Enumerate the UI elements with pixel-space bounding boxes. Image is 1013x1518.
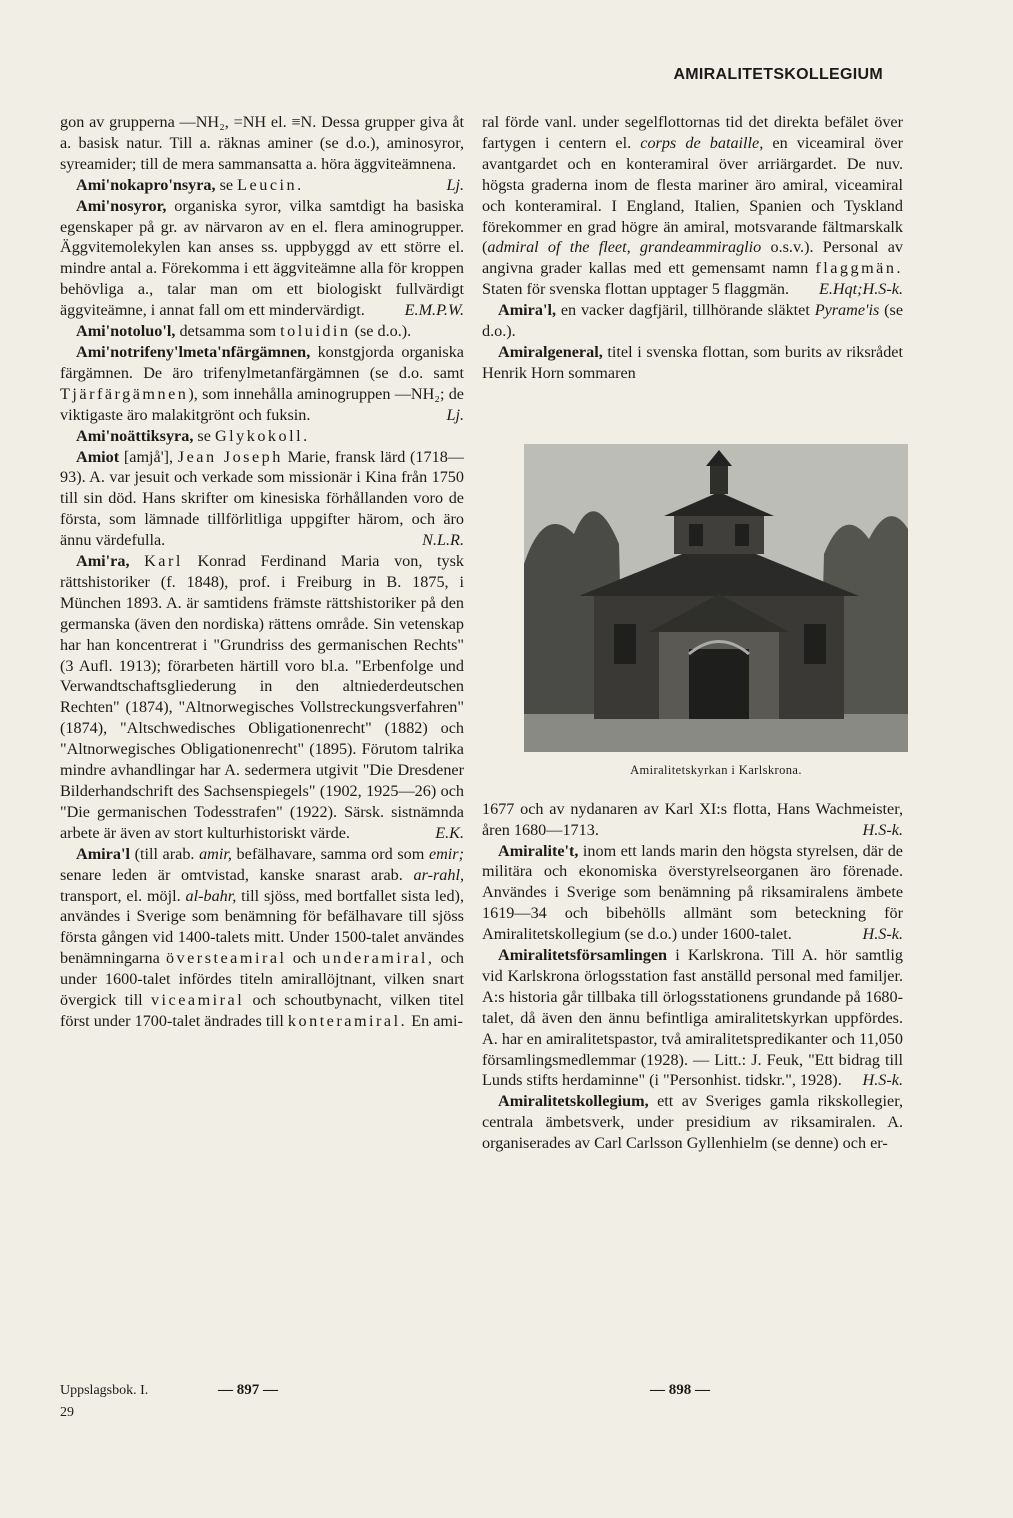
entry-aminosyror: Ami'nosyror, organiska syror, vilka samtdigt ha basiska egenskaper på gr. av närvaron av en el. flera aminogrupper. Äggvitemolekylen kan anses ss. uppbyggd av ett större el. mindre antal a. Förekomma i ett äggviteämne alla för kroppen behövliga a., talar man om ett biologiskt fullvärdigt äggviteämne, i annat fall om ett mindervärdigt. E.M.P.W.: [60, 196, 464, 320]
headword: Ami'nokapro'nsyra,: [76, 175, 216, 194]
church-photo: [524, 444, 908, 752]
headword: Ami'ra,: [76, 552, 130, 571]
cross-reference: toluidin: [280, 322, 351, 341]
cross-reference: Leucin.: [237, 175, 304, 194]
entry-continuation: ral förde vanl. under segelflottornas tid det direkta befälet över fartygen i centern el. corps de bataille, en viceamiral över avantgardet och en konteramiral över arriärgardet. De nuv. högsta graderna inom de flesta mariner äro amiral, viceamiral och konteramiral. I England, Italien, Spanien och Tyskland förekommer en grad högre än amiral, motsvarande fältmarskalk (admiral of the fleet, grandeammiraglio o.s.v.). Personal av angivna grader kallas med ett gemensamt namn flaggmän. Staten för svenska flottan upptager 5 flaggmän. E.Hqt;H.S-k.: [482, 113, 903, 299]
author-signature: H.S-k.: [862, 925, 903, 944]
page-number-left: — 897 —: [218, 1382, 278, 1398]
headword: Amiot: [76, 447, 120, 466]
cross-reference: flaggmän.: [815, 259, 903, 278]
headword: Amira'l,: [498, 301, 556, 320]
headword: Ami'nosyror,: [76, 196, 167, 215]
headword: Amiralite't,: [498, 841, 579, 860]
left-column: [60, 112, 464, 1032]
author-signature: E.Hqt;H.S-k.: [818, 280, 903, 299]
signature-mark: [60, 1380, 148, 1424]
author-signature: Lj.: [446, 405, 464, 424]
headword: Ami'notrifeny'lmeta'nfärgämnen,: [76, 342, 311, 361]
entry-amiralitet: Amiralite't, inom ett lands marin den högsta styrelsen, där de militära och ekonomiska överstyrelseorganen äro förenade. Användes i Sverige som benämning på riksamiralens ämbete 1619—34 och bibehölls allmänt som beteckning för Amiralitetskollegium (se d.o.) under 1600-talet. H.S-k.: [482, 841, 903, 944]
entry-aminotrifenylmetanfargamnen: Ami'notrifeny'lmeta'nfärgämnen, konstgjorda organiska färgämnen. De äro trifenylmetanfärgämnen (se d.o. samt Tjärfärgämnen), som innehålla aminogruppen —NH₂; de viktigaste äro malakitgrönt och fuksin. Lj.: [60, 342, 464, 424]
author-signature: H.S-k.: [862, 820, 903, 839]
author-signature: E.M.P.W.: [404, 301, 464, 320]
cross-reference: viceamiral: [150, 991, 245, 1010]
entry-amiral-butterfly: Amira'l, en vacker dagfjäril, tillhörande släktet Pyrame'is (se d.o.).: [482, 301, 904, 341]
spaced-name: Jean Joseph: [177, 447, 283, 466]
entry-amiot: Amiot [amjå'], Jean Joseph Marie, fransk lärd (1718—93). A. var jesuit och verkade som missionär i Kina från 1750 till sin död. Hans skrifter om kinesiska förhållanden voro de första, som lämnade tillförlitliga uppgifter härom, och äro ännu värdefulla. N.L.R.: [60, 447, 464, 550]
entry-amiral: Amira'l (till arab. amir, befälhavare, samma ord som emir; senare leden är omtvistad, kanske snarast arab. ar-rahl, transport, el. möjl. al-bahr, till sjöss, med bortfallet sista led), användes i Sverige som benämning för befälhavare till sjöss första gången vid 1400-talets mitt. Under 1500-talet användes benämningarna översteamiral och underamiral, och under 1600-talet infördes titeln amirallöjtnant, vilken snart övergick till viceamiral och schoutbynacht, vilken titel först under 1700-talet ändrades till konteramiral. En ami-: [60, 844, 464, 1030]
author-signature: Lj.: [446, 175, 464, 194]
cross-reference: Tjärfärgämnen: [60, 384, 189, 403]
headword: Ami'noättiksyra,: [76, 426, 194, 445]
author-signature: E.K.: [435, 823, 464, 842]
page-number-right: — 898 —: [650, 1382, 710, 1398]
entry-amiralitetsforsamlingen: Amiralitetsförsamlingen i Karlskrona. Till A. hör samtlig vid Karlskrona örlogsstation fast anställd personal med familjer. A:s historia går tillbaka till örlogsstationens grundande på 1680-talet, då även den ännu befintliga amiralitetskyrkan uppfördes. A. har en amiralitetspastor, två amiralitetspredikanter och 11,050 församlingsmedlemmar (1928). — Litt.: J. Feuk, "Ett bidrag till Lunds stifts herdaminne" (i "Personhist. tidskr.", 1928). H.S-k.: [482, 946, 903, 1090]
cross-reference: konteramiral.: [287, 1011, 408, 1030]
entry-amira: Ami'ra, Karl Konrad Ferdinand Maria von, tysk rättshistoriker (f. 1848), prof. i Freiburg in B. 1875, i München 1893. A. är samtidens främste rättshistoriker på den germanska (även den nordiska) rättens område. Sin vetenskap har han koncentrerat i "Grundriss des germanischen Rechts" (3 Aufl. 1913); förarbeten härtill voro bl.a. "Erbenfolge und Verwandtschaftsgliederung in den altniederdeutschen Rechten" (1874), "Altnorwegisches Vollstreckungsverfahren" (1874), "Altschwedisches Obligationenrecht" (1882) och "Altnorwegisches Obligationenrecht" (1895). Förutom talrika mindre avhandlingar har A. sedermera utgivit "Die Dresdener Bilderhandschrift des Sachsenspiegels" (1902, 1925—26) och "Die germanischen Todesstrafen" (1922). Särsk. sistnämnda arbete är även av stort kulturhistoriskt värde. E.K.: [60, 552, 465, 842]
spaced-name: Karl: [144, 552, 183, 571]
author-signature: H.S-k.: [862, 1071, 903, 1090]
sheet-number: 29: [60, 1405, 74, 1420]
book-title: Uppslagsbok. I.: [60, 1383, 149, 1398]
entry-amiralgeneral-cont: 1677 och av nydanaren av Karl XI:s flotta, Hans Wachmeister, åren 1680—1713. H.S-k.: [482, 799, 903, 839]
headword: Ami'notoluo'l,: [76, 322, 176, 341]
running-head: AMIRALITETSKOLLEGIUM: [673, 66, 883, 83]
entry-amiralgeneral: Amiralgeneral, titel i svenska flottan, som burits av riksrådet Henrik Horn sommaren: [482, 342, 903, 382]
figure: [524, 444, 908, 781]
entry-aminokapronsyra: Ami'nokapro'nsyra, se Leucin.: [76, 175, 304, 194]
right-column: [482, 112, 903, 1154]
author-signature: N.L.R.: [422, 531, 464, 550]
cross-reference: översteamiral: [165, 949, 287, 968]
figure-caption: Amiralitetskyrkan i Karlskrona.: [630, 762, 802, 777]
entry-aminoattiksyra: Ami'noättiksyra, se Glykokoll.: [76, 426, 310, 445]
entry-amiralitetskollegium: Amiralitetskollegium, ett av Sveriges gamla rikskollegier, centrala ämbetsverk, under presidium av riksamiralen. A. organiserades av Carl Carlsson Gyllenhielm (se denne) och er-: [482, 1092, 903, 1153]
headword: Amiralitetskollegium,: [498, 1092, 649, 1111]
headword: Amira'l: [76, 844, 130, 863]
cross-reference: Glykokoll.: [214, 426, 310, 445]
headword: Amiralgeneral,: [498, 342, 603, 361]
entry-continuation: gon av grupperna —NH₂, =NH el. ≡N. Dessa grupper giva åt a. basisk natur. Till a. räknas aminer (se d.o.), aminosyror, syreamider; till de mera sammansatta a. höra äggviteämnena. Lj.: [60, 113, 464, 194]
headword: Amiralitetsförsamlingen: [498, 946, 668, 965]
entry-aminotoluol: Ami'notoluo'l, detsamma som toluidin (se d.o.).: [76, 322, 412, 341]
cross-reference: underamiral,: [322, 949, 435, 968]
